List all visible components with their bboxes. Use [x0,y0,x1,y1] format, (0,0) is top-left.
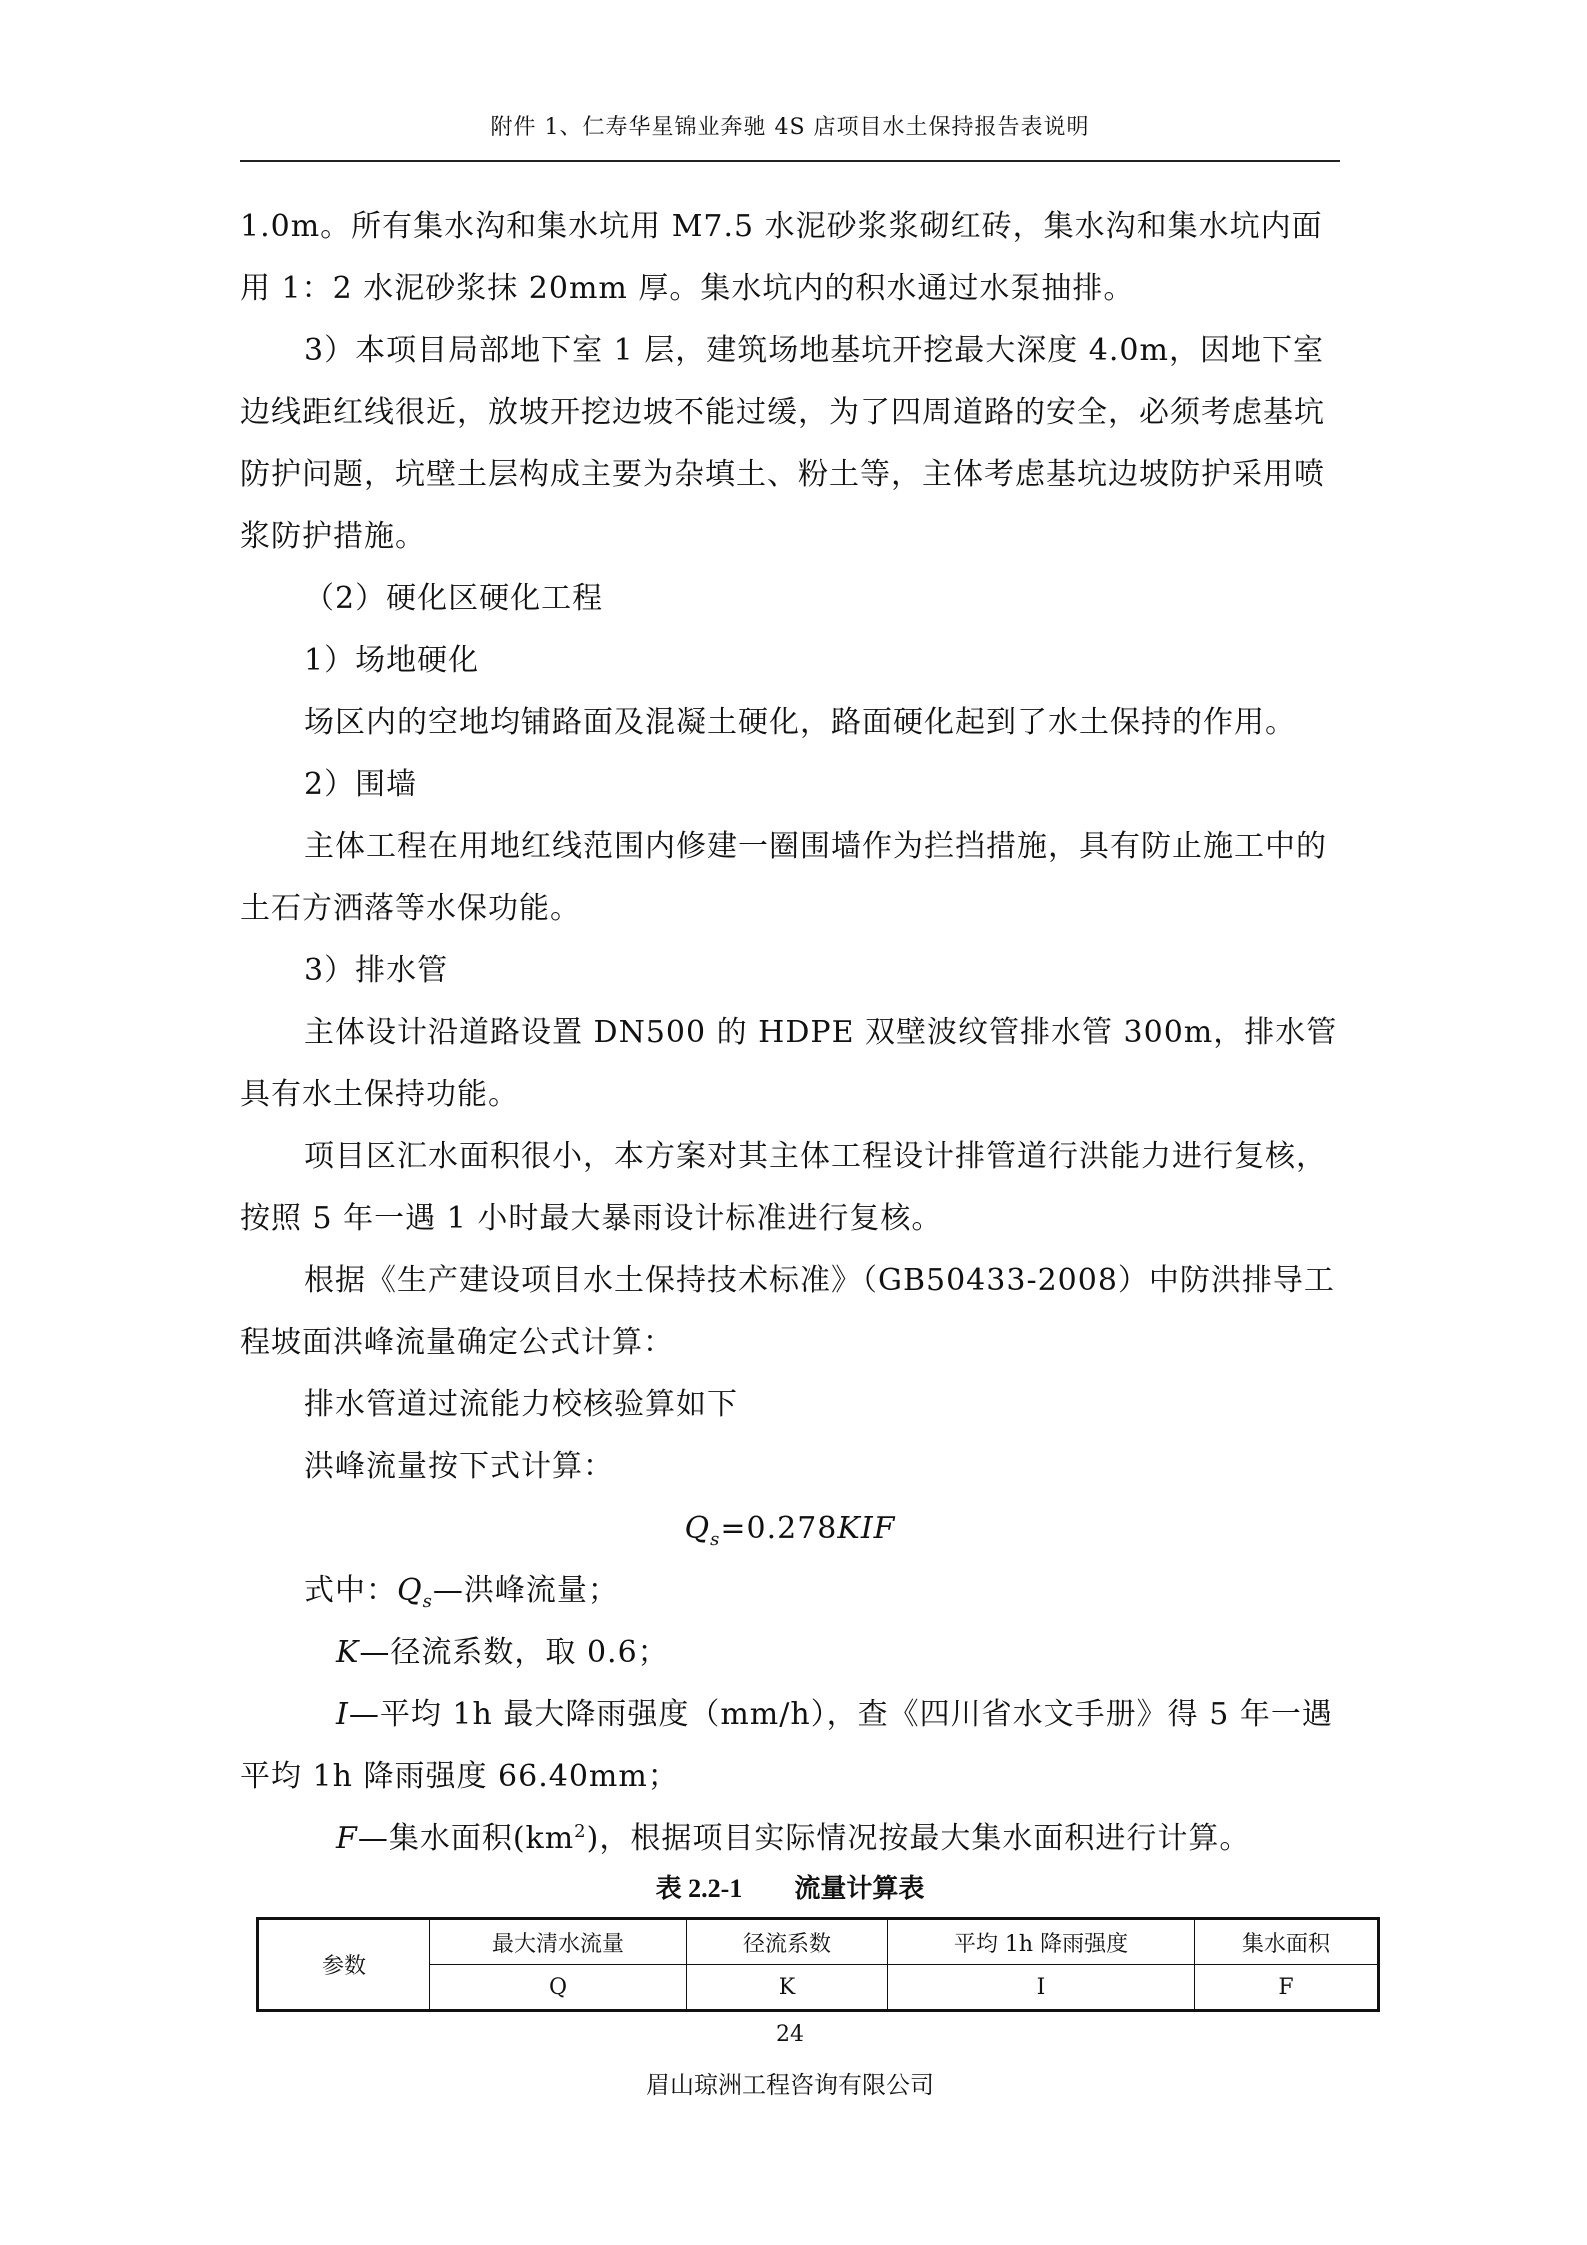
column-header-rainfall-intensity: 平均 1h 降雨强度 [888,1919,1195,1965]
definition-q: 式中：$Q_s—$洪峰流量； [304,1573,619,1612]
row-header-parameters: 参数 [258,1919,430,2011]
flow-calculation-table [256,1917,1380,2012]
column-header-catchment-area: 集水面积 [1195,1919,1379,1965]
flood-peak-formula: $Q_s=0.278KIF$ [684,1511,896,1550]
symbol-f: F [1195,1965,1379,2011]
table-row [258,1919,1379,1965]
paragraph-5: 主体设计沿道路设置 DN500 的 HDPE 双壁波纹管排水管 300m，排水管具有水土保持功能。 [240,1015,1338,1112]
document-body [240,196,1340,1870]
paragraph-7: 根据《生产建设项目水土保持技术标准》（GB50433-2008）中防洪排导工程坡面洪峰流量确定公式计算： [240,1263,1335,1360]
page-footer: 眉山琼洲工程咨询有限公司 [646,2071,934,2099]
page-header: 附件 1、仁寿华星锦业奔驰 4S 店项目水土保持报告表说明 [490,115,1090,140]
subheading-wall: 2）围墙 [304,767,418,802]
subheading-drain-pipe: 3）排水管 [304,953,449,988]
paragraph-4: 主体工程在用地红线范围内修建一圈围墙作为拦挡措施，具有防止施工中的土石方洒落等水保功能。 [240,829,1327,926]
paragraph-9: 洪峰流量按下式计算： [304,1449,614,1484]
subheading-site-hardening: 1）场地硬化 [304,643,480,678]
paragraph-3: 场区内的空地均铺路面及混凝土硬化，路面硬化起到了水土保持的作用。 [304,705,1296,740]
page-number: 24 [776,2022,804,2047]
paragraph-1: 1.0m。所有集水沟和集水坑用 M7.5 水泥砂浆浆砌红砖，集水沟和集水坑内面用 1：2 水泥砂浆抹 20mm 厚。集水坑内的积水通过水泵抽排。 [240,209,1323,306]
definition-i: I—平均 1h 最大降雨强度（mm/h），查《四川省水文手册》得 5 年一遇平均 1h 降雨强度 66.40mm； [240,1697,1333,1794]
column-header-runoff-coefficient: 径流系数 [687,1919,888,1965]
paragraph-8: 排水管道过流能力校核验算如下 [304,1387,738,1422]
symbol-i: I [888,1965,1195,2011]
section-heading-hardening: （2）硬化区硬化工程 [304,581,604,616]
symbol-k: K [687,1965,888,2011]
symbol-q: Q [430,1965,687,2011]
table-caption: 表 2.2-1 流量计算表 [655,1874,925,1903]
paragraph-6: 项目区汇水面积很小，本方案对其主体工程设计排管道行洪能力进行复核，按照 5 年一遇 1 小时最大暴雨设计标准进行复核。 [240,1139,1327,1236]
definition-k: K—径流系数，取 0.6； [336,1635,669,1670]
definition-f: F—集水面积$(km^2)$，根据项目实际情况按最大集水面积进行计算。 [336,1821,1251,1856]
column-header-max-flow: 最大清水流量 [430,1919,687,1965]
paragraph-2: 3）本项目局部地下室 1 层，建筑场地基坑开挖最大深度 4.0m，因地下室边线距红线很近，放坡开挖边坡不能过缓，为了四周道路的安全，必须考虑基坑防护问题，坑壁土层构成主要为杂填土、粉土等，主体考虑基坑边坡防护采用喷浆防护措施。 [240,333,1325,554]
header-rule [240,160,1340,162]
